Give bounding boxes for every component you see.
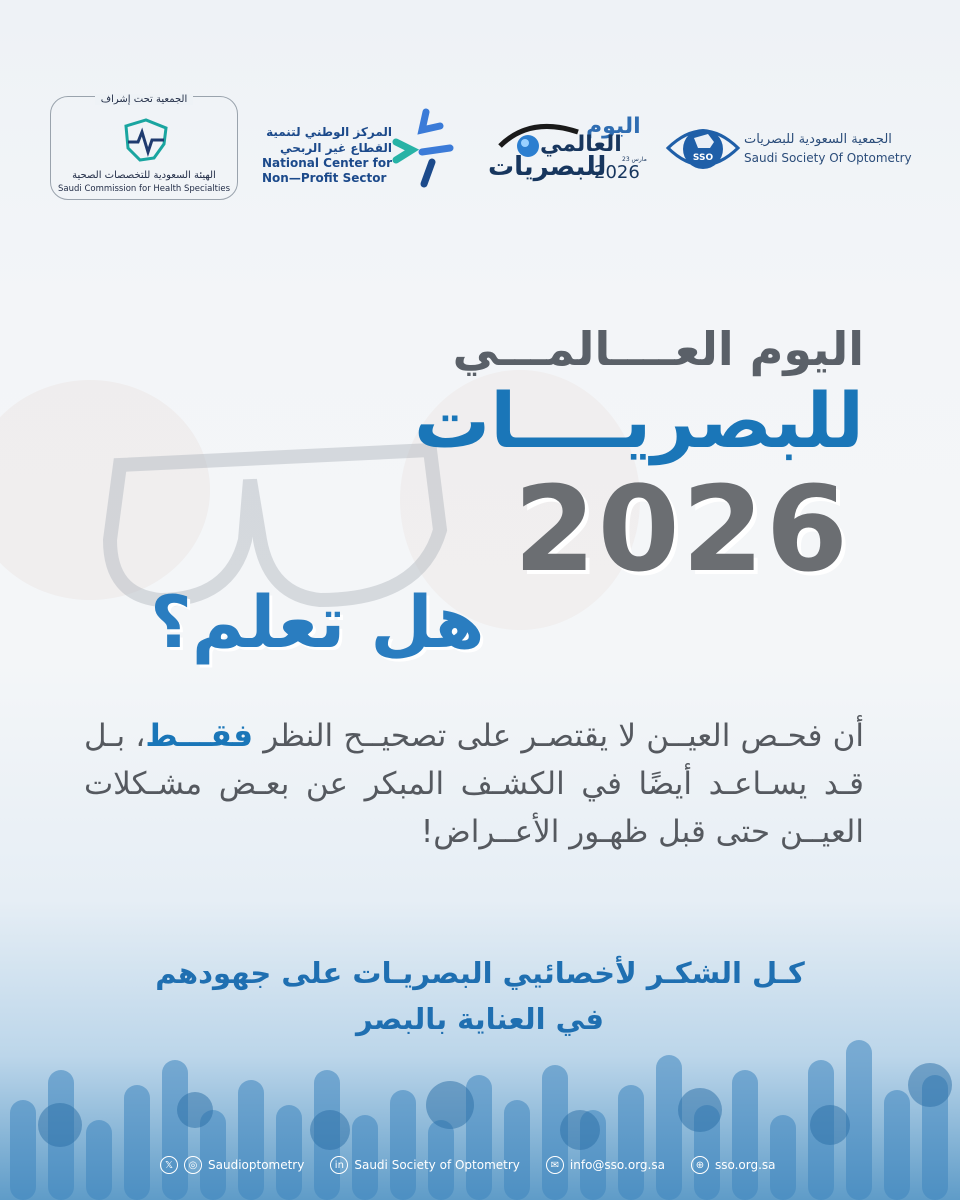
wsd-line1: اليوم bbox=[586, 114, 641, 139]
body-part2: ، بـل قـد يسـاعـد أيضًا في الكشـف المبكر عن بعـض مشـكلات العيــن حتى قبل ظهـور الأعــراض! bbox=[84, 718, 864, 850]
headline-world-day: اليوم العــــالمـــي bbox=[452, 322, 864, 376]
email-address[interactable]: info@sso.org.sa bbox=[569, 1158, 665, 1172]
social-handle[interactable]: Saudioptometry bbox=[208, 1158, 305, 1172]
x-twitter-icon[interactable]: 𝕏 bbox=[160, 1156, 178, 1174]
sso-name-ar: الجمعية السعودية للبصريات bbox=[744, 132, 892, 147]
email-icon[interactable]: ✉ bbox=[546, 1156, 564, 1174]
scfhs-name-en: Saudi Commission for Health Specialties bbox=[58, 184, 230, 194]
sso-logo-icon bbox=[664, 118, 742, 180]
globe-icon[interactable]: ⊕ bbox=[691, 1156, 709, 1174]
sso-mark-text: SSO bbox=[692, 153, 714, 163]
ncnp-name-en-2: Non—Profit Sector bbox=[262, 171, 387, 185]
body-emphasis: فقـــط bbox=[145, 718, 253, 754]
wsd-date: 23 مارس bbox=[622, 156, 647, 163]
linkedin-icon[interactable]: in bbox=[330, 1156, 348, 1174]
did-you-know-heading: هل تعلم؟ bbox=[150, 580, 485, 664]
headline-year: 2026 bbox=[513, 460, 850, 598]
linkedin-name[interactable]: Saudi Society of Optometry bbox=[354, 1158, 520, 1172]
ncnp-logo-icon bbox=[392, 108, 454, 190]
website-url[interactable]: sso.org.sa bbox=[714, 1158, 776, 1172]
footer-email[interactable] bbox=[546, 1156, 665, 1174]
thanks-message bbox=[80, 950, 880, 1042]
footer-linkedin[interactable] bbox=[330, 1156, 520, 1174]
footer-social[interactable] bbox=[160, 1156, 304, 1174]
wsd-line2: العالمي bbox=[540, 132, 622, 157]
scfhs-name-ar: الهيئة السعودية للتخصصات الصحية bbox=[72, 170, 216, 181]
headline-optometry: للبصريــــات bbox=[413, 376, 864, 465]
wsd-line3: للبصريات bbox=[488, 152, 607, 182]
body-part1: أن فحـص العيــن لا يقتصـر على تصحيــح النظر bbox=[253, 718, 865, 754]
ncnp-name-en-1: National Center for bbox=[262, 156, 393, 170]
ncnp-logo-text bbox=[248, 124, 392, 186]
instagram-icon[interactable]: ◎ bbox=[184, 1156, 202, 1174]
thanks-line2: في العناية بالبصر bbox=[355, 1002, 605, 1036]
scfhs-caption: الجمعية تحت إشراف bbox=[50, 94, 238, 105]
footer-contact-bar bbox=[160, 1154, 794, 1176]
wsd-year: 2026 bbox=[594, 162, 640, 183]
ncnp-name-ar-2: القطاع غير الربحي bbox=[280, 141, 392, 155]
body-paragraph bbox=[84, 712, 864, 856]
footer-website[interactable] bbox=[691, 1156, 776, 1174]
sso-name-en: Saudi Society Of Optometry bbox=[744, 151, 912, 165]
ncnp-name-ar-1: المركز الوطني لتنمية bbox=[266, 125, 392, 139]
scfhs-logo-icon bbox=[118, 114, 174, 166]
thanks-line1: كـل الشكـر لأخصائيي البصريـات على جهودهم bbox=[155, 956, 805, 990]
